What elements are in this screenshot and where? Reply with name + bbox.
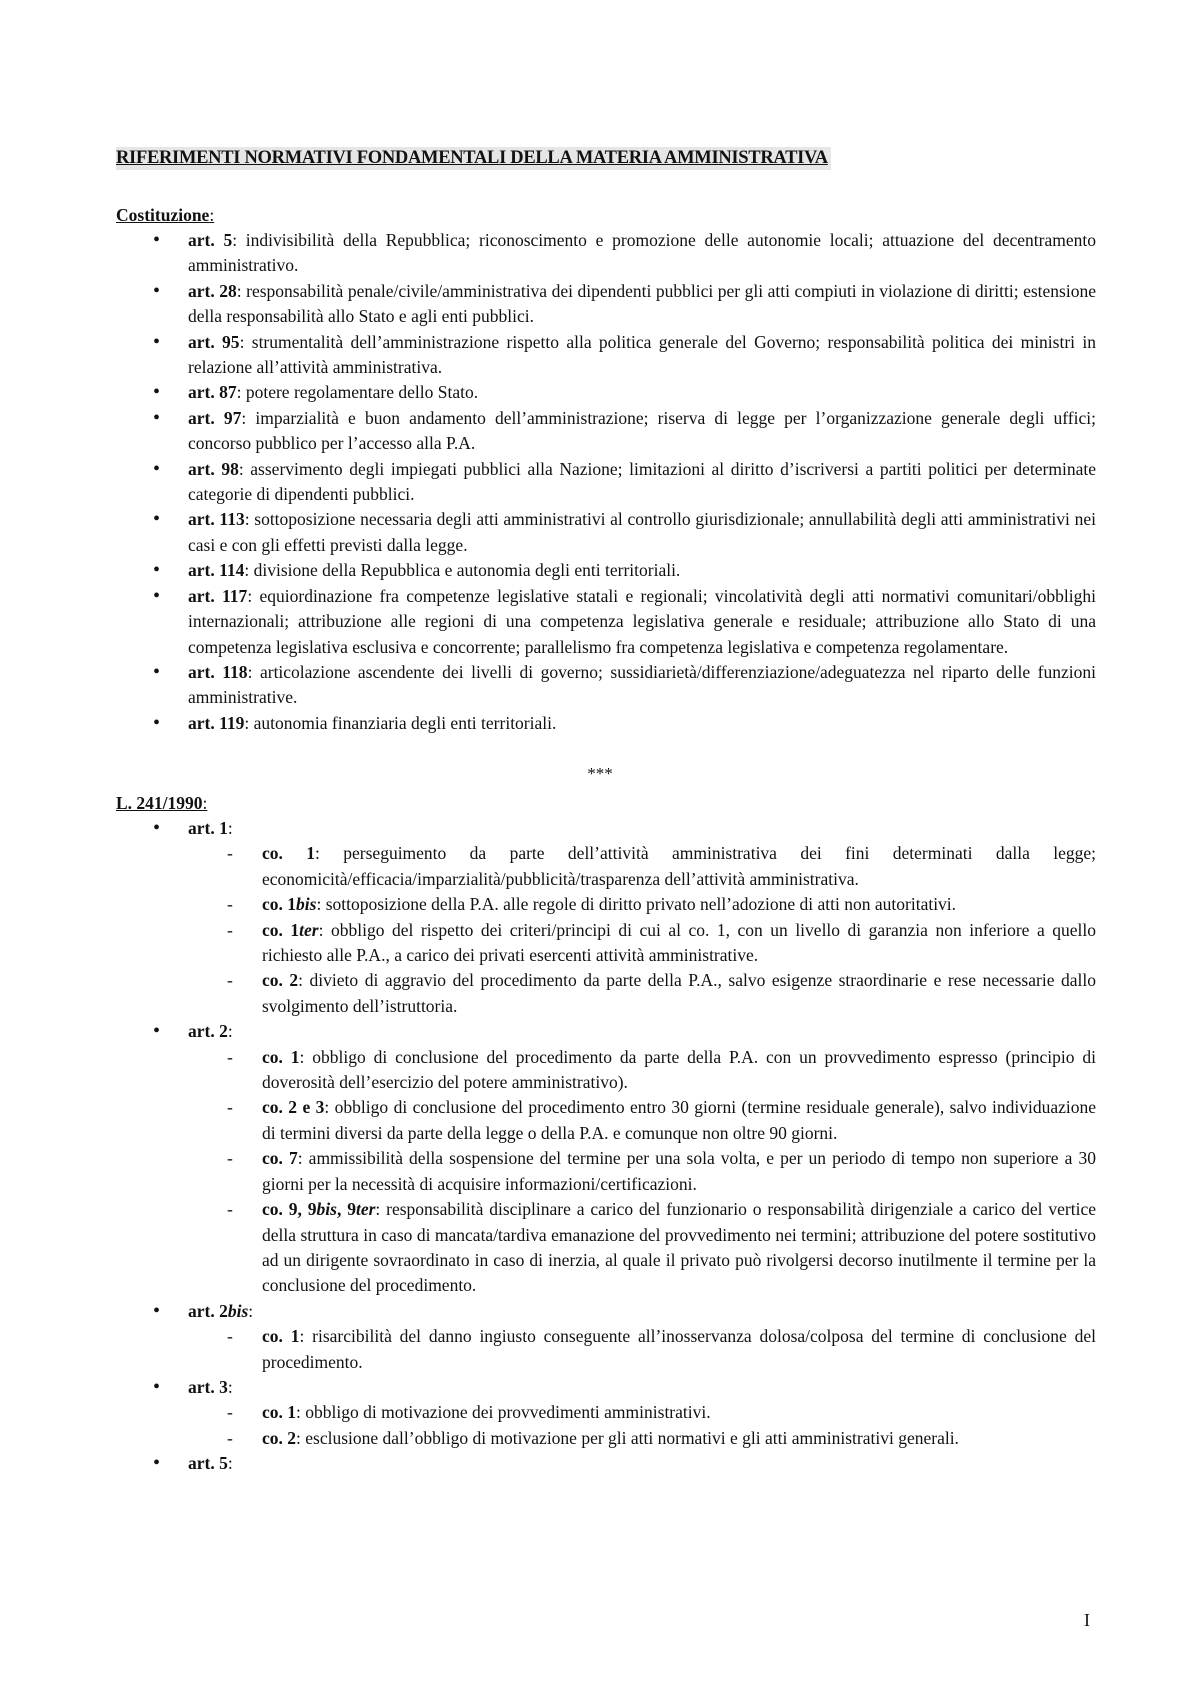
comma-item: - co. 9, 9bis, 9ter: responsabilità disciplinare a carico del funzionario o responsabilità dirigenziale a carico del vertice della struttura in caso di mancata/tardiva emanazione del provvedimento nei termini; attribuzione del potere sostitutivo ad un dirigente sovraordinato in caso di inerzia, al quale il privato può rivolgersi decorso inutilmente il termine per la conclusione del procedimento. bbox=[0, 1197, 1200, 1299]
comma-item: - co. 1bis: sottoposizione della P.A. alle regole di diritto privato nell’adozione di atti non autoritativi. bbox=[0, 892, 1200, 917]
section-separator: *** bbox=[587, 764, 613, 783]
comma-item: - co. 2: divieto di aggravio del procedimento da parte della P.A., salvo esigenze straordinarie e rese necessarie dallo svolgimento dell’istruttoria. bbox=[0, 968, 1200, 1019]
article-1: • art. 1: bbox=[0, 816, 1200, 841]
list-item: • art. 114: divisione della Repubblica e autonomia degli enti territoriali. bbox=[0, 558, 1200, 583]
comma-item: - co. 2: esclusione dall’obbligo di motivazione per gli atti normativi e gli atti amministrativi generali. bbox=[0, 1426, 1200, 1451]
list-item: • art. 119: autonomia finanziaria degli enti territoriali. bbox=[0, 711, 1200, 736]
list-item: • art. 28: responsabilità penale/civile/amministrativa dei dipendenti pubblici per gli atti compiuti in violazione di diritti; estensione della responsabilità allo Stato e agli enti pubblici. bbox=[0, 279, 1200, 330]
section-heading-costituzione: Costituzione: bbox=[116, 205, 215, 225]
list-item: • art. 98: asservimento degli impiegati pubblici alla Nazione; limitazioni al diritto d’iscriversi a partiti politici per determinate categorie di dipendenti pubblici. bbox=[0, 457, 1200, 508]
article-2bis: • art. 2bis: bbox=[0, 1299, 1200, 1324]
list-item: • art. 87: potere regolamentare dello Stato. bbox=[0, 380, 1200, 405]
list-item: • art. 95: strumentalità dell’amministrazione rispetto alla politica generale del Governo; responsabilità politica dei ministri in relazione all’attività amministrativa. bbox=[0, 330, 1200, 381]
comma-item: - co. 1: risarcibilità del danno ingiusto conseguente all’inosservanza dolosa/colposa del termine di conclusione del procedimento. bbox=[0, 1324, 1200, 1375]
comma-item: - co. 1: obbligo di conclusione del procedimento da parte della P.A. con un provvedimento espresso (principio di doverosità dell’esercizio del potere amministrativo). bbox=[0, 1045, 1200, 1096]
article-3: • art. 3: bbox=[0, 1375, 1200, 1400]
list-item: • art. 113: sottoposizione necessaria degli atti amministrativi al controllo giurisdizionale; annullabilità degli atti amministrativi nei casi e con gli effetti previsti dalla legge. bbox=[0, 507, 1200, 558]
article-2: • art. 2: bbox=[0, 1019, 1200, 1044]
list-item: • art. 5: indivisibilità della Repubblica; riconoscimento e promozione delle autonomie locali; attuazione del decentramento amministrativo. bbox=[0, 228, 1200, 279]
document-title: RIFERIMENTI NORMATIVI FONDAMENTALI DELLA MATERIA AMMINISTRATIVA bbox=[116, 147, 831, 170]
list-item: • art. 97: imparzialità e buon andamento dell’amministrazione; riserva di legge per l’organizzazione generale degli uffici; concorso pubblico per l’accesso alla P.A. bbox=[0, 406, 1200, 457]
section-heading-l241: L. 241/1990: bbox=[116, 793, 208, 813]
list-item: • art. 118: articolazione ascendente dei livelli di governo; sussidiarietà/differenziazione/adeguatezza nel riparto delle funzioni amministrative. bbox=[0, 660, 1200, 711]
list-item: • art. 117: equiordinazione fra competenze legislative statali e regionali; vincolatività degli atti normativi comunitari/obblighi internazionali; attribuzione alle regioni di una competenza legislativa generale e residuale; attribuzione allo Stato di una competenza legislativa esclusiva e concorrente; parallelismo fra competenza legislativa e competenza regolamentare. bbox=[0, 584, 1200, 660]
page-number: I bbox=[1084, 1610, 1090, 1630]
article-5: • art. 5: bbox=[0, 1451, 1200, 1476]
l241-list bbox=[0, 816, 1200, 1477]
comma-item: - co. 7: ammissibilità della sospensione del termine per una sola volta, e per un periodo di tempo non superiore a 30 giorni per la necessità di acquisire informazioni/certificazioni. bbox=[0, 1146, 1200, 1197]
comma-item: - co. 1ter: obbligo del rispetto dei criteri/principi di cui al co. 1, con un livello di garanzia non inferiore a quello richiesto alle P.A., a carico dei privati esercenti attività amministrative. bbox=[0, 918, 1200, 969]
costituzione-list bbox=[0, 228, 1200, 736]
comma-item: - co. 1: obbligo di motivazione dei provvedimenti amministrativi. bbox=[0, 1400, 1200, 1425]
comma-item: - co. 2 e 3: obbligo di conclusione del procedimento entro 30 giorni (termine residuale generale), salvo individuazione di termini diversi da parte della legge o della P.A. e comunque non oltre 90 giorni. bbox=[0, 1095, 1200, 1146]
comma-item: - co. 1: perseguimento da parte dell’attività amministrativa dei fini determinati dalla legge; economicità/efficacia/imparzialità/pubblicità/trasparenza dell’attività amministrativa. bbox=[0, 841, 1200, 892]
